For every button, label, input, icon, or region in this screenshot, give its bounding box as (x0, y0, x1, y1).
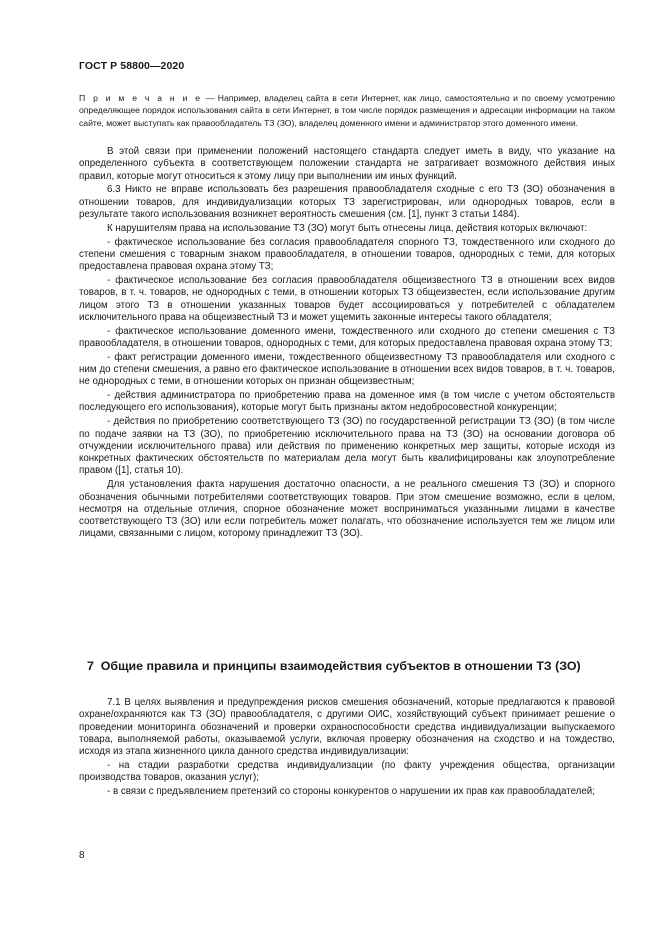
document-header: ГОСТ Р 58800—2020 (79, 60, 185, 72)
paragraph: К нарушителям права на использование ТЗ (ЗО) могут быть отнесены лица, действия которых включают: (107, 222, 588, 234)
page-number: 8 (79, 850, 85, 861)
note-label: П р и м е ч а н и е (79, 93, 203, 103)
section-title: Общие правила и принципы взаимодействия субъектов в отношении ТЗ (ЗО) (100, 659, 581, 673)
paragraph: В этой связи при применении положений настоящего стандарта следует иметь в виду, что указание на определенного субъекта в соответствующем положении стандарта не затрагивает возможного действия иных правил, которые могут относиться к этому лицу при выполнении им иных функций. (79, 146, 615, 182)
section-number: 7 (87, 659, 94, 673)
note-block (79, 92, 615, 129)
paragraph: Для установления факта нарушения достаточно опасности, а не реального смешения ТЗ (ЗО) и спорного обозначения обычными потребителями соответствующих товаров. При этом смешение возможно, если в целом, несмотря на отдельные отличия, спорное обозначение может восприниматься указанными лицами в качестве соответствующего ТЗ (ЗО) или если потребитель может полагать, что обозначение используется тем же лицом или лицами, связанными с лицом, которому принадлежит ТЗ (ЗО). (79, 479, 615, 540)
list-item: - действия по приобретению соответствующего ТЗ (ЗО) по государственной регистрации ТЗ (ЗО) (в том числе по подаче заявки на ТЗ (ЗО), по приобретению исключительного права на ТЗ (ЗО) на основании договора об отчуждении исключительного права) или действия по применению конкретных мер защиты, которые исходя из конкретных фактических обстоятельств по материалам дела могут быть квалифицированы как злоупотребление правом ([1], статья 10). (79, 416, 615, 477)
list-item: - фактическое использование без согласия правообладателя спорного ТЗ, тождественного или сходного до степени смешения с товарным знаком правообладателя, в отношении товаров, однородных с теми, для которых предоставлена правовая охрана этому ТЗ; (79, 236, 615, 273)
list-item: - действия администратора по приобретению права на доменное имя (в том числе с учетом обстоятельств последующего его использования), которые могут быть признаны актом недобросовестной конкуренции; (79, 390, 615, 414)
section-heading (79, 658, 640, 675)
main-text (79, 146, 615, 542)
list-item: - фактическое использование без согласия правообладателя общеизвестного ТЗ в отношении всех видов товаров, в т. ч. товаров, не однородных с теми, в отношении которых ТЗ общеизвестен, если использование другим лицом этого ТЗ в отношении указанных товаров будет ассоциироваться у потребителей с обладателем исключительного права на общеизвестный ТЗ и может ущемить законные интересы такого обладателя; (79, 274, 615, 323)
list-item: - фактическое использование доменного имени, тождественного или сходного до степени смешения с ТЗ правообладателя, в отношении товаров, однородных с теми, для которых предоставлена правовая охрана этому ТЗ; (79, 325, 615, 349)
section-text (79, 697, 615, 800)
paragraph: 6.3 Никто не вправе использовать без разрешения правообладателя сходные с его ТЗ (ЗО) обозначения в отношении товаров, для индивидуализации которых ТЗ зарегистрирован, или однородных товаров, если в результате такого использования возникнет вероятность смешения (см. [1], пункт 3 статьи 1484). (79, 184, 615, 220)
note-text: — Например, владелец сайта в сети Интернет, как лицо, самостоятельно и по своему усмотрению определяющее порядок использования сайта в сети Интернет, в том числе порядок размещения и адресации информации на таком сайте, может выступать как правообладатель ТЗ (ЗО), владелец доменного имени и администратор этого доменного имени. (79, 93, 615, 128)
list-item: - факт регистрации доменного имени, тождественного общеизвестному ТЗ правообладателя или сходного с ним до степени смешения, а равно его фактическое использование в отношении всех видов товаров, в т. ч. товаров, не однородных с теми, в отношении которых он признан общеизвестным; (79, 351, 615, 388)
paragraph: 7.1 В целях выявления и предупреждения рисков смешения обозначений, которые предлагаются к правовой охране/охраняются как ТЗ (ЗО) правообладателя, с другими ОИС, хозяйствующий субъект принимает решение о проведении мониторинга обозначений и проверки охраноспособности средства индивидуализации выпускаемого товара, выполняемой работы, оказываемой услуги, включая проверку обозначения на сходство и на тождество, исходя из этапа жизненного цикла данного средства индивидуализации: (79, 697, 615, 758)
list-item: - на стадии разработки средства индивидуализации (по факту учреждения общества, организации производства товаров, оказания услуг); (79, 759, 615, 784)
list-item: - в связи с предъявлением претензий со стороны конкурентов о нарушении их прав как правообладателей; (107, 786, 595, 798)
